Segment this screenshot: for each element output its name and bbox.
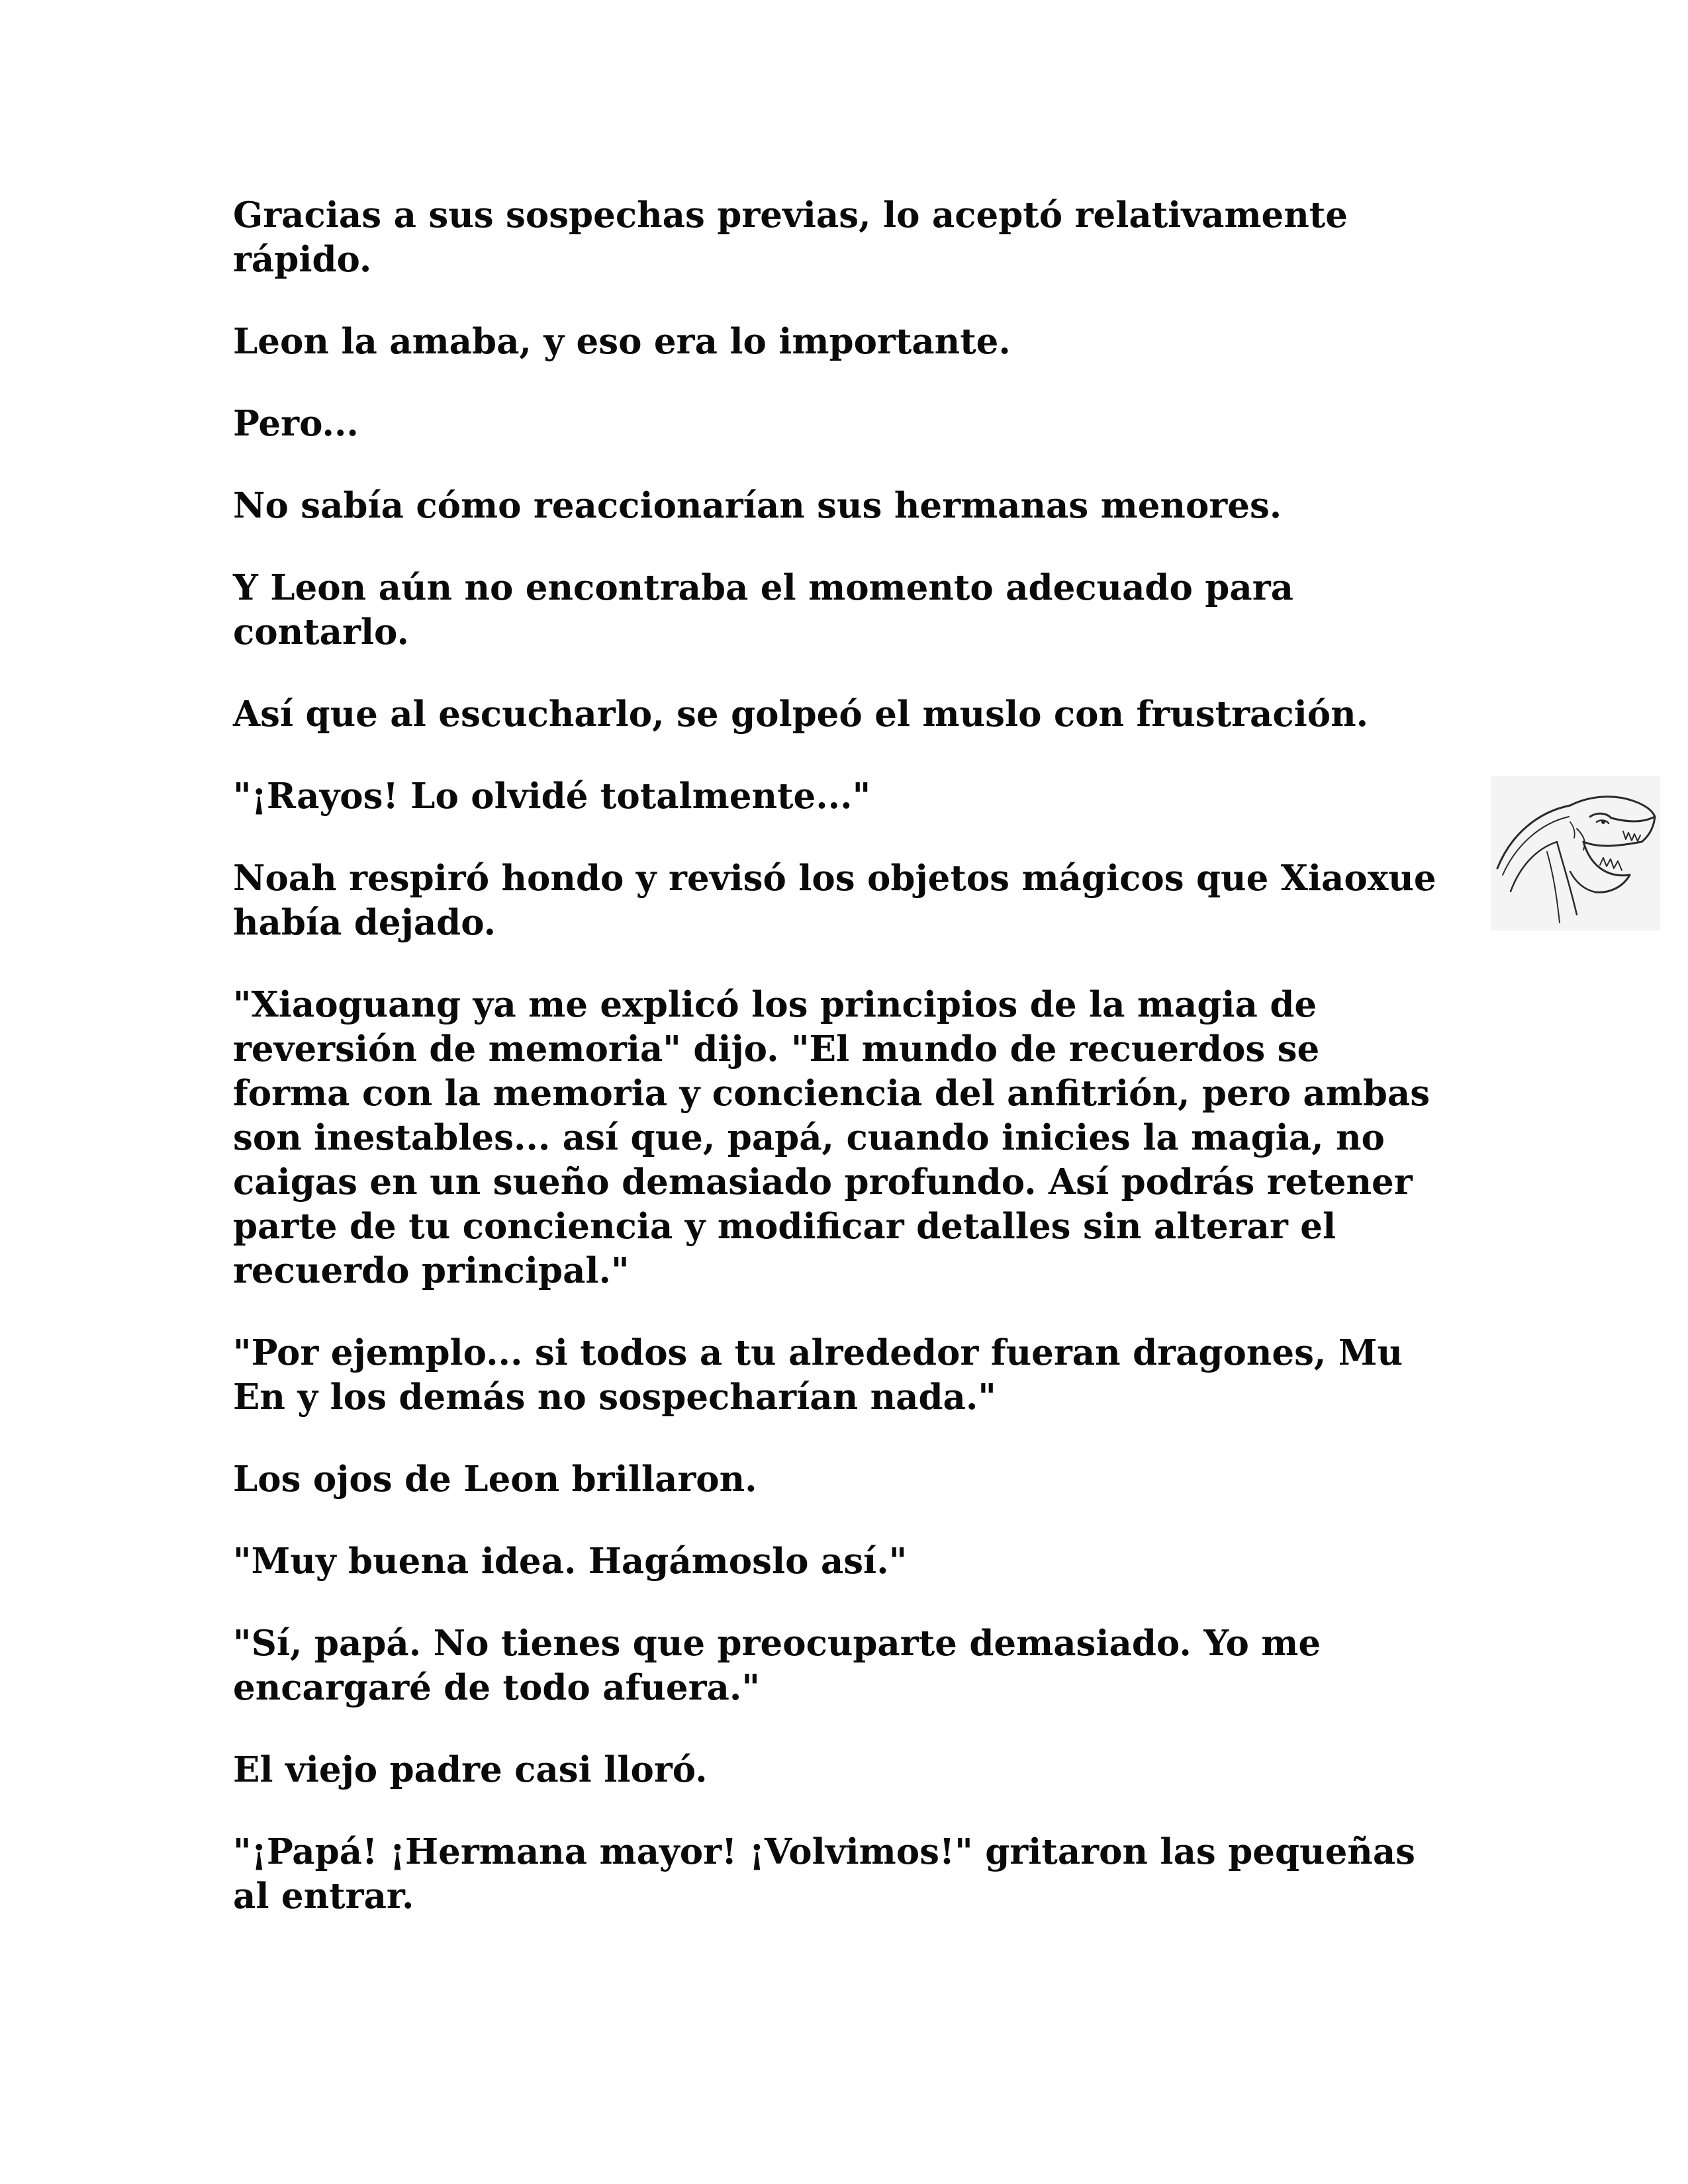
paragraph-10: "Por ejemplo... si todos a tu alrededor fueran dragones, Mu En y los demás no sospecharían nada." (233, 1332, 1403, 1418)
paragraph-1: Gracias a sus sospechas previas, lo aceptó relativamente rápido. (233, 195, 1348, 280)
paragraph-14: El viejo padre casi lloró. (233, 1749, 708, 1790)
paragraph-5: Y Leon aún no encontraba el momento adecuado para contarlo. (233, 567, 1293, 653)
paragraph-11: Los ojos de Leon brillaron. (233, 1459, 757, 1500)
paragraph-8: Noah respiró hondo y revisó los objetos mágicos que Xiaoxue había dejado. (233, 858, 1436, 943)
dragon-head-sketch-icon (1491, 776, 1660, 931)
paragraph-6: Así que al escucharlo, se golpeó el muslo con frustración. (233, 694, 1369, 735)
body-text (233, 193, 1444, 1956)
paragraph-15: "¡Papá! ¡Hermana mayor! ¡Volvimos!" gritaron las pequeñas al entrar. (233, 1831, 1416, 1917)
paragraph-7: "¡Rayos! Lo olvidé totalmente..." (233, 776, 871, 817)
paragraph-2: Leon la amaba, y eso era lo importante. (233, 321, 1011, 362)
paragraph-13: "Sí, papá. No tienes que preocuparte demasiado. Yo me encargaré de todo afuera." (233, 1623, 1321, 1708)
paragraph-4: No sabía cómo reaccionarían sus hermanas menores. (233, 485, 1282, 526)
paragraph-9: "Xiaoguang ya me explicó los principios de la magia de reversión de memoria" dijo. "El mundo de recuerdos se forma con la memoria y conciencia del anfitrión, pero ambas son inestables... así que, papá, cuando inicies la magia, no caigas en un sueño demasiado profundo. Así podrás retener parte de tu conciencia y modificar detalles sin alterar el recuerdo principal." (233, 984, 1430, 1291)
paragraph-12: "Muy buena idea. Hagámoslo así." (233, 1541, 908, 1582)
paragraph-3: Pero... (233, 403, 359, 444)
